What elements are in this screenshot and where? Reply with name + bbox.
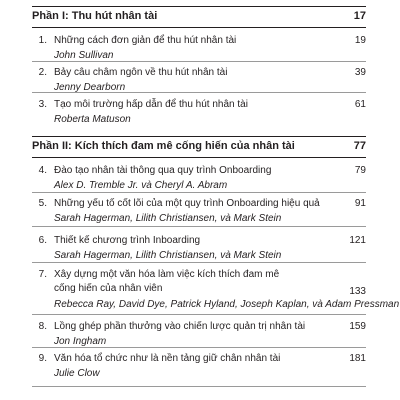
entry-divider <box>32 226 366 227</box>
chapter-number: 3. <box>38 99 47 110</box>
chapter-page: 121 <box>349 235 366 246</box>
chapter-title: Những yếu tố cốt lõi của một quy trình Onboarding hiệu quả <box>54 198 320 209</box>
chapter-authors: Alex D. Tremble Jr. và Cheryl A. Abram <box>54 180 228 191</box>
chapter-page: 91 <box>354 198 366 209</box>
entry-divider <box>32 314 366 315</box>
part-heading-bottom-rule <box>32 27 366 28</box>
chapter-number: 8. <box>38 321 47 332</box>
chapter-title: Văn hóa tổ chức như là nền tảng giữ chân nhân tài <box>54 353 281 364</box>
chapter-authors: Sarah Hagerman, Lilith Christiansen, và Mark Stein <box>54 250 282 261</box>
chapter-title: Thiết kế chương trình Inboarding <box>54 235 201 246</box>
part-heading-top-rule <box>32 6 366 7</box>
part-heading-top-rule <box>32 136 366 137</box>
chapter-page: 19 <box>354 35 366 46</box>
chapter-page: 61 <box>354 99 366 110</box>
chapter-authors: John Sullivan <box>54 50 114 61</box>
part-title: Phần I: Thu hút nhân tài <box>32 10 158 22</box>
entry-divider <box>32 347 366 348</box>
part-heading <box>32 6 366 28</box>
chapter-authors: Rebecca Ray, David Dye, Patrick Hyland, Joseph Kaplan, và Adam Pressman <box>54 299 400 310</box>
chapter-authors: Julie Clow <box>54 368 100 379</box>
chapter-title: Bảy câu châm ngôn về thu hút nhân tài <box>54 67 228 78</box>
chapter-authors: Jon Ingham <box>54 336 107 347</box>
chapter-page: 159 <box>349 321 366 332</box>
part-page-number: 17 <box>353 10 366 22</box>
chapter-page: 133 <box>349 286 366 297</box>
chapter-title: Những cách đơn giản để thu hút nhân tài <box>54 35 237 46</box>
chapter-number: 6. <box>38 235 47 246</box>
entry-divider <box>32 92 366 93</box>
entry-divider <box>32 192 366 193</box>
chapter-title-line-2: cống hiến của nhân viên <box>54 283 163 294</box>
chapter-authors: Roberta Matuson <box>54 114 131 125</box>
chapter-number: 7. <box>38 269 47 280</box>
part-page-number: 77 <box>353 140 366 152</box>
chapter-authors: Jenny Dearborn <box>54 82 126 93</box>
entry-divider <box>32 61 366 62</box>
chapter-title-line-1: Xây dựng một văn hóa làm việc kích thích đam mê <box>54 269 280 280</box>
chapter-number: 1. <box>38 35 47 46</box>
chapter-number: 2. <box>38 67 47 78</box>
chapter-page: 181 <box>349 353 366 364</box>
chapter-number: 4. <box>38 165 47 176</box>
part-heading-top-rule <box>32 386 366 387</box>
chapter-title: Tạo môi trường hấp dẫn để thu hút nhân tài <box>54 99 248 110</box>
chapter-page: 39 <box>354 67 366 78</box>
part-title: Phần II: Kích thích đam mê cống hiến của nhân tài <box>32 140 295 152</box>
chapter-authors: Sarah Hagerman, Lilith Christiansen, và Mark Stein <box>54 213 282 224</box>
chapter-title: Đào tạo nhân tài thông qua quy trình Onboarding <box>54 165 272 176</box>
part-heading-bottom-rule <box>32 157 366 158</box>
chapter-number: 9. <box>38 353 47 364</box>
chapter-title: Lồng ghép phần thưởng vào chiến lược quản trị nhân tài <box>54 321 306 332</box>
chapter-page: 79 <box>354 165 366 176</box>
part-heading <box>32 136 366 158</box>
entry-divider <box>32 262 366 263</box>
chapter-number: 5. <box>38 198 47 209</box>
